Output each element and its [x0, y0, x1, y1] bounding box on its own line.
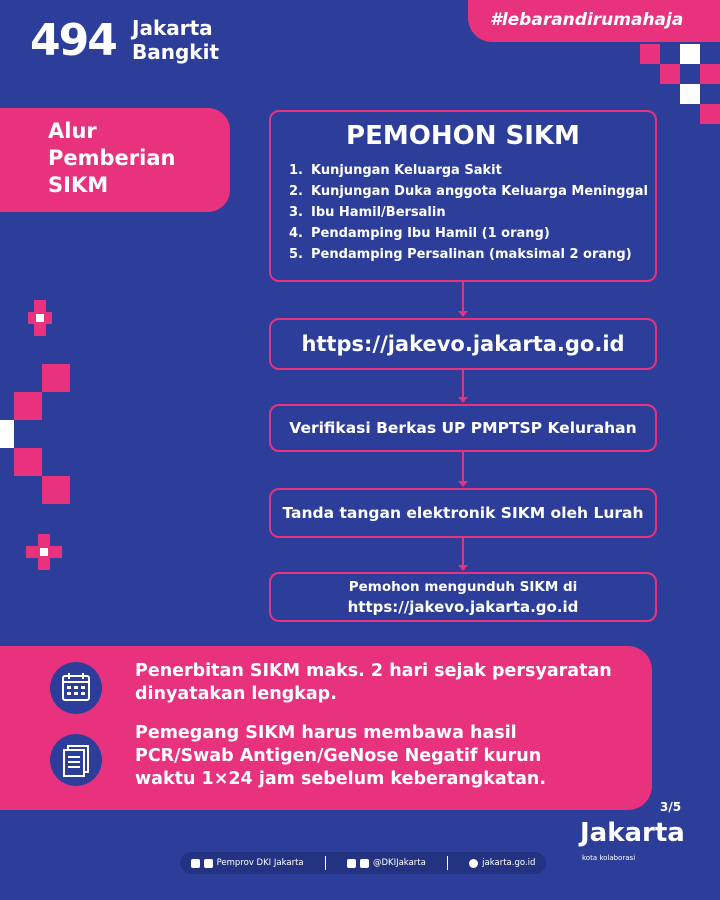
logo-494: 494 [30, 15, 116, 66]
flow-arrow-1-head [458, 311, 468, 317]
logo-line1: Jakarta [132, 16, 213, 40]
unduh-line2[interactable]: https://jakevo.jakarta.go.id [347, 598, 579, 616]
list-item: 4. Pendamping Ibu Hamil (1 orang) [289, 226, 550, 241]
flow-step-pemohon [269, 110, 657, 282]
instagram-icon [360, 859, 369, 868]
twitter-icon [347, 859, 356, 868]
list-item: 5. Pendamping Persalinan (maksimal 2 orang) [289, 247, 632, 262]
document-icon [50, 734, 102, 786]
flow-step-verifikasi: Verifikasi Berkas UP PMPTSP Kelurahan [269, 404, 657, 452]
title-line2: Pemberian [48, 146, 176, 170]
flow-step-unduh [269, 572, 657, 622]
info-text-2: Pemegang SIKM harus membawa hasil PCR/Swab Antigen/GeNose Negatif kurun waktu 1×24 jam sebelum keberangkatan. [135, 723, 547, 789]
facebook-icon [191, 859, 200, 868]
jakarta-logo: Jakarta [580, 818, 685, 848]
hashtag-banner: #lebarandirumahaja [468, 0, 720, 42]
logo-jakarta-bangkit [132, 16, 219, 64]
info-text-1: Penerbitan SIKM maks. 2 hari sejak persyaratan dinyatakan lengkap. [135, 661, 612, 704]
flow-step-tanda-tangan: Tanda tangan elektronik SIKM oleh Lurah [269, 488, 657, 538]
footer-social-bar [180, 852, 546, 874]
flow-arrow-4-head [458, 565, 468, 571]
footer-divider [325, 856, 326, 870]
unduh-line1: Pemohon mengunduh SIKM di [348, 579, 578, 595]
flow-arrow-2-head [458, 397, 468, 403]
logo-line2: Bangkit [132, 40, 220, 64]
info-box [0, 646, 652, 810]
calendar-icon [50, 662, 102, 714]
list-item: 3. Ibu Hamil/Bersalin [289, 205, 446, 220]
footer-twitter-instagram[interactable]: @DKIJakarta [347, 858, 426, 868]
list-item: 2. Kunjungan Duka anggota Keluarga Meninggal [289, 184, 648, 199]
flow-step-url[interactable]: https://jakevo.jakarta.go.id [269, 318, 657, 370]
flow-arrow-2 [462, 370, 464, 398]
flow-arrow-1 [462, 282, 464, 312]
title-line1: Alur [48, 119, 97, 143]
title-box [0, 108, 230, 212]
footer-website[interactable]: jakarta.go.id [469, 858, 535, 868]
pemohon-title: PEMOHON SIKM [346, 121, 580, 151]
footer-facebook-youtube[interactable]: Pemprov DKI Jakarta [191, 858, 304, 868]
jakarta-tagline: kota kolaborasi [582, 854, 636, 862]
youtube-icon [204, 859, 213, 868]
title-line3: SIKM [48, 173, 109, 197]
globe-icon [469, 859, 478, 868]
flow-arrow-4 [462, 538, 464, 566]
footer-divider [447, 856, 448, 870]
list-item: 1. Kunjungan Keluarga Sakit [289, 163, 502, 178]
pemohon-list [271, 160, 655, 265]
page-indicator: 3/5 [660, 800, 682, 814]
flow-arrow-3 [462, 452, 464, 482]
flow-arrow-3-head [458, 481, 468, 487]
